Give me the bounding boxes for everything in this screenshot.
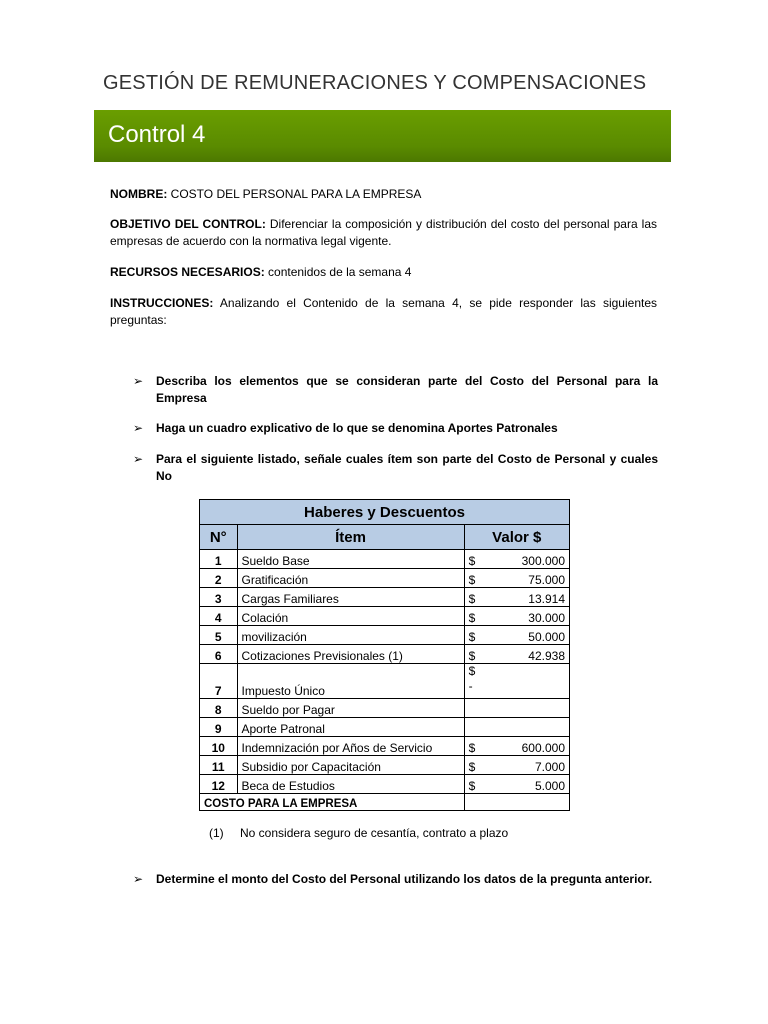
row-currency: $ [468, 779, 476, 793]
row-item: Aporte Patronal [237, 718, 464, 737]
arrow-bullet-icon: ➢ [133, 872, 144, 886]
row-valor [464, 607, 569, 626]
table-row [200, 550, 570, 569]
question-3-text: Para el siguiente listado, señale cuales ítem son parte del Costo de Personal y cuales No [156, 452, 658, 483]
row-item: Gratificación [237, 569, 464, 588]
question-3 [133, 451, 658, 485]
table-row [200, 775, 570, 794]
row-valor [464, 737, 569, 756]
row-item: Cargas Familiares [237, 588, 464, 607]
row-amount: 13.914 [528, 592, 565, 606]
row-valor [464, 718, 569, 737]
row-item: Sueldo Base [237, 550, 464, 569]
row-valor [464, 775, 569, 794]
table-title: Haberes y Descuentos [200, 500, 570, 525]
objetivo-value: Diferenciar la composición y distribución del costo del personal para las empresas de acuerdo con la normativa legal vigente. [110, 217, 657, 248]
row-currency: $ [468, 592, 476, 606]
col-header-valor: Valor $ [464, 525, 569, 550]
arrow-bullet-icon: ➢ [133, 421, 144, 435]
row-valor [464, 569, 569, 588]
row-currency: $ [468, 630, 476, 644]
field-nombre [110, 186, 657, 203]
row-number: 2 [200, 569, 238, 588]
question-4-text: Determine el monto del Costo del Personal utilizando los datos de la pregunta anterior. [156, 872, 653, 886]
row-number: 10 [200, 737, 238, 756]
field-recursos [110, 264, 657, 281]
total-value [464, 794, 569, 811]
nombre-label: NOMBRE: [110, 187, 168, 201]
table-row [200, 699, 570, 718]
instrucciones-label: INSTRUCCIONES: [110, 296, 214, 310]
question-1 [133, 373, 658, 407]
footnote-number: (1) [209, 826, 224, 840]
row-number: 6 [200, 645, 238, 664]
table-row [200, 626, 570, 645]
field-objetivo [110, 216, 657, 250]
banner-title: Control 4 [108, 121, 206, 148]
row-item: movilización [237, 626, 464, 645]
table-row [200, 756, 570, 775]
question-2 [133, 420, 658, 437]
row-valor [464, 626, 569, 645]
row-currency: $ [468, 741, 476, 755]
row-amount: 75.000 [528, 573, 565, 587]
row-amount: 42.938 [528, 649, 565, 663]
objetivo-label: OBJETIVO DEL CONTROL: [110, 217, 266, 231]
question-4 [133, 871, 658, 888]
row-amount: 600.000 [521, 741, 565, 755]
row-number: 4 [200, 607, 238, 626]
footnote [209, 826, 508, 840]
footnote-text: No considera seguro de cesantía, contrato a plazo [240, 826, 509, 840]
row-amount: 7.000 [534, 760, 565, 774]
row-item: Indemnización por Años de Servicio [237, 737, 464, 756]
col-header-n: N° [200, 525, 238, 550]
table-row [200, 607, 570, 626]
row-currency: $ [468, 573, 476, 587]
row-number: 7 [200, 664, 238, 699]
field-instrucciones [110, 295, 657, 329]
table-row [200, 569, 570, 588]
row-item: Subsidio por Capacitación [237, 756, 464, 775]
total-label: COSTO PARA LA EMPRESA [200, 794, 465, 811]
row-item: Impuesto Único [237, 664, 464, 699]
control-banner [94, 110, 671, 162]
table-row [200, 718, 570, 737]
table-row [200, 737, 570, 756]
row-valor [464, 664, 569, 699]
row-item: Sueldo por Pagar [237, 699, 464, 718]
row-item: Colación [237, 607, 464, 626]
row-item: Cotizaciones Previsionales (1) [237, 645, 464, 664]
row-number: 1 [200, 550, 238, 569]
row-number: 12 [200, 775, 238, 794]
arrow-bullet-icon: ➢ [133, 374, 144, 388]
row-valor [464, 588, 569, 607]
question-2-text: Haga un cuadro explicativo de lo que se denomina Aportes Patronales [156, 421, 558, 435]
arrow-bullet-icon: ➢ [133, 452, 144, 466]
row-number: 9 [200, 718, 238, 737]
instrucciones-value: Analizando el Contenido de la semana 4, se pide responder las siguientes preguntas: [110, 296, 657, 327]
nombre-value: COSTO DEL PERSONAL PARA LA EMPRESA [167, 187, 422, 201]
row-number: 5 [200, 626, 238, 645]
recursos-label: RECURSOS NECESARIOS: [110, 265, 265, 279]
row-currency: $ [468, 554, 476, 568]
row-currency: $ [468, 611, 476, 625]
row-number: 11 [200, 756, 238, 775]
row-number: 3 [200, 588, 238, 607]
row-valor [464, 645, 569, 664]
table-row [200, 588, 570, 607]
row-number: 8 [200, 699, 238, 718]
row-amount: - [468, 679, 473, 693]
question-1-text: Describa los elementos que se consideran parte del Costo del Personal para la Empresa [156, 374, 658, 405]
total-row [200, 794, 570, 811]
row-amount: 300.000 [521, 554, 565, 568]
haberes-table [199, 499, 570, 811]
course-title: GESTIÓN DE REMUNERACIONES Y COMPENSACIONES [103, 72, 647, 94]
row-amount: 50.000 [528, 630, 565, 644]
row-amount: 5.000 [534, 779, 565, 793]
row-currency: $ [468, 760, 476, 774]
table-row [200, 664, 570, 699]
recursos-value: contenidos de la semana 4 [264, 265, 412, 279]
row-amount: 30.000 [528, 611, 565, 625]
col-header-item: Ítem [237, 525, 464, 550]
row-valor [464, 550, 569, 569]
row-valor [464, 756, 569, 775]
row-currency: $ [468, 664, 476, 678]
table-row [200, 645, 570, 664]
row-item: Beca de Estudios [237, 775, 464, 794]
row-valor [464, 699, 569, 718]
row-currency: $ [468, 649, 476, 663]
